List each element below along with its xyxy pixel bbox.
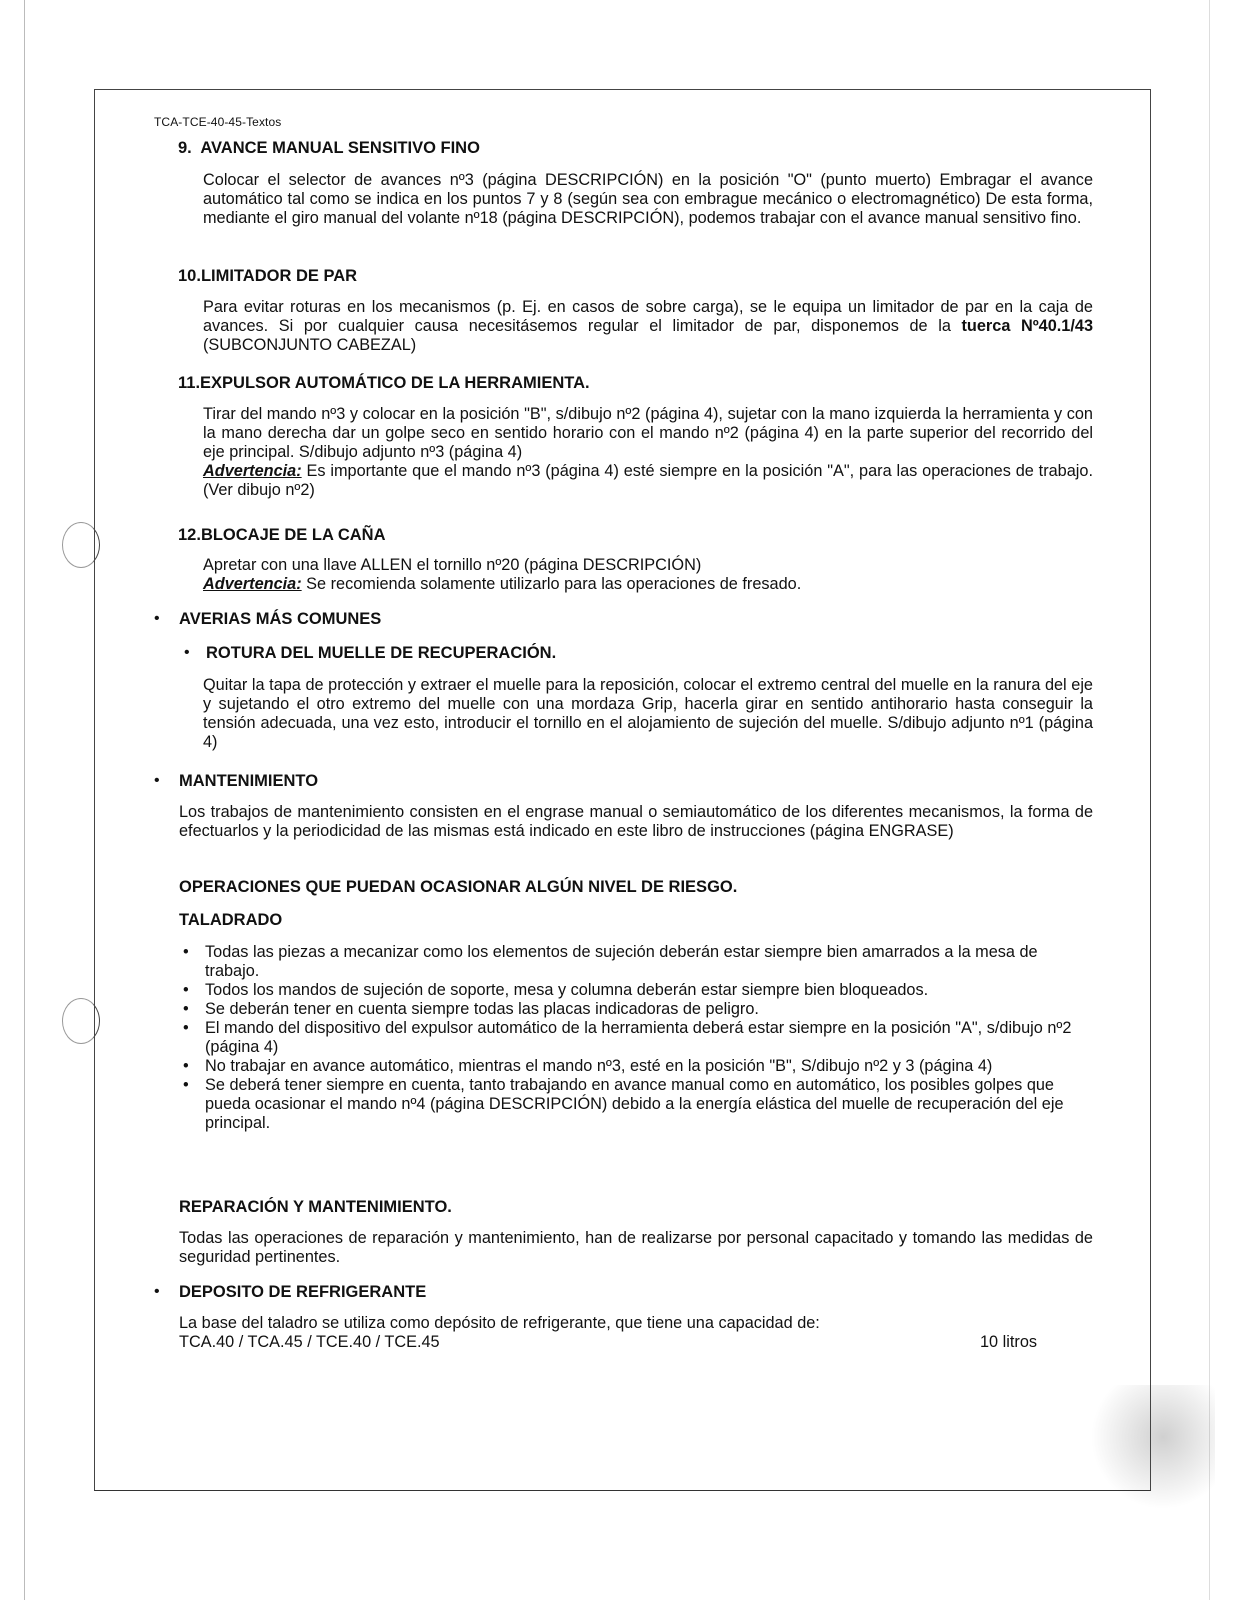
rotura-heading: ROTURA DEL MUELLE DE RECUPERACIÓN. [206,644,557,662]
warning-label: Advertencia: [203,462,302,480]
deposito-capacity: 10 litros [980,1333,1038,1351]
section-11-heading [178,374,590,393]
bullet-icon: • [154,772,160,789]
section-9-body: Colocar el selector de avances nº3 (página DESCRIPCIÓN) en la posición "O" (punto muerto) Embragar el avance automático tal como se indica en los puntos 7 y 8 (según sea con embrague mecánico o electromagnético) De esta forma, mediante el giro manual del volante nº18 (página DESCRIPCIÓN), podemos trabajar con el avance manual sensitivo fino. [203,171,1093,227]
section-title: AVANCE MANUAL SENSITIVO FINO [200,139,480,157]
list-item: • Todas las piezas a mecanizar como los elementos de sujeción deberán estar siempre bien amarrados a la mesa de trabajo. [179,943,1095,981]
warning-text: Es importante que el mando nº3 (página 4) esté siempre en la posición "A", para las operaciones de trabajo. (Ver dibujo nº2) [203,462,1093,499]
deposito-body: La base del taladro se utiliza como depósito de refrigerante, que tiene una capacidad de: [179,1314,820,1332]
taladrado-heading: TALADRADO [179,911,283,929]
rotura-body: Quitar la tapa de protección y extraer el muelle para la reposición, colocar el extremo central del muelle en la ranura del eje y sujetando el otro extremo del muelle con una mordaza Grip, hacerla girar en sentido antihorario hasta conseguir la tensión adecuada, una vez esto, introducir el tornillo en el alojamiento de sujeción del muelle. S/dibujo adjunto nº1 (página 4) [203,676,1093,751]
section-10-body [203,298,1093,355]
taladrado-list [179,943,1095,1133]
section-10-body-tail: (SUBCONJUNTO CABEZAL) [203,336,417,354]
section-11-body [203,405,1093,500]
warning-label: Advertencia: [203,575,302,593]
list-item: • Se deberá tener siempre en cuenta, tanto trabajando en avance manual como en automático, los posibles golpes que pueda ocasionar el mando nº4 (página DESCRIPCIÓN) debido a la energía elástica del muelle de recuperación del eje principal. [179,1076,1095,1133]
section-number: 10. [178,267,201,285]
section-12-heading [178,526,386,545]
bullet-icon: • [154,1283,160,1300]
scan-edge-left [24,0,25,1600]
section-number: 9. [178,139,192,157]
section-title: BLOCAJE DE LA CAÑA [200,526,386,544]
bullet-icon: • [154,610,160,627]
section-12-body-text: Apretar con una llave ALLEN el tornillo nº20 (página DESCRIPCIÓN) [203,556,702,574]
scan-edge-right [1209,0,1210,1600]
warning-text: Se recomienda solamente utilizarlo para las operaciones de fresado. [301,575,802,593]
section-11-body-text: Tirar del mando nº3 y colocar en la posición "B", s/dibujo nº2 (página 4), sujetar con la mano izquierda la herramienta y con la mano derecha dar un golpe seco en sentido horario con el mando nº2 (página 4) en la parte superior del recorrido del eje principal. S/dibujo adjunto nº3 (página 4) [203,405,1093,461]
list-item: • Todos los mandos de sujeción de soporte, mesa y columna deberán estar siempre bien bloqueados. [179,981,1095,1000]
averias-heading: AVERIAS MÁS COMUNES [179,610,382,628]
riesgo-heading: OPERACIONES QUE PUEDAN OCASIONAR ALGÚN NIVEL DE RIESGO. [179,878,738,896]
section-number: 12. [178,526,201,544]
section-9-heading [178,139,480,158]
section-title: LIMITADOR DE PAR [200,267,358,285]
deposito-heading: DEPOSITO DE REFRIGERANTE [179,1283,427,1301]
section-12-body [203,556,1093,594]
list-item: • Se deberán tener en cuenta siempre todas las placas indicadoras de peligro. [179,1000,1095,1019]
list-item: • No trabajar en avance automático, mientras el mando nº3, esté en la posición "B", S/dibujo nº2 y 3 (página 4) [179,1057,1095,1076]
section-title: EXPULSOR AUTOMÁTICO DE LA HERRAMIENTA. [200,374,590,392]
deposito-models: TCA.40 / TCA.45 / TCE.40 / TCE.45 [179,1333,440,1351]
document-code: TCA-TCE-40-45-Textos [154,115,282,129]
mantenimiento-body: Los trabajos de mantenimiento consisten en el engrase manual o semiautomático de los diferentes mecanismos, la forma de efectuarlos y la periodicidad de las mismas está indicado en este libro de instrucciones (página ENGRASE) [179,803,1093,840]
bullet-icon: • [184,644,190,661]
section-10-heading [178,267,357,286]
section-10-body-bold: tuerca Nº40.1/43 [961,317,1093,335]
mantenimiento-heading: MANTENIMIENTO [179,772,319,790]
section-10-body-text: Para evitar roturas en los mecanismos (p. Ej. en casos de sobre carga), se le equipa un limitador de par en la caja de avances. Si por cualquier causa necesitásemos regular el limitador de par, disponemos de la [203,298,1093,335]
reparacion-body: Todas las operaciones de reparación y mantenimiento, han de realizarse por personal capacitado y tomando las medidas de seguridad pertinentes. [179,1229,1093,1266]
list-item: • El mando del dispositivo del expulsor automático de la herramienta deberá estar siempre en la posición "A", s/dibujo nº2 (página 4) [179,1019,1095,1057]
section-number: 11. [178,374,201,392]
reparacion-heading: REPARACIÓN Y MANTENIMIENTO. [179,1198,452,1216]
